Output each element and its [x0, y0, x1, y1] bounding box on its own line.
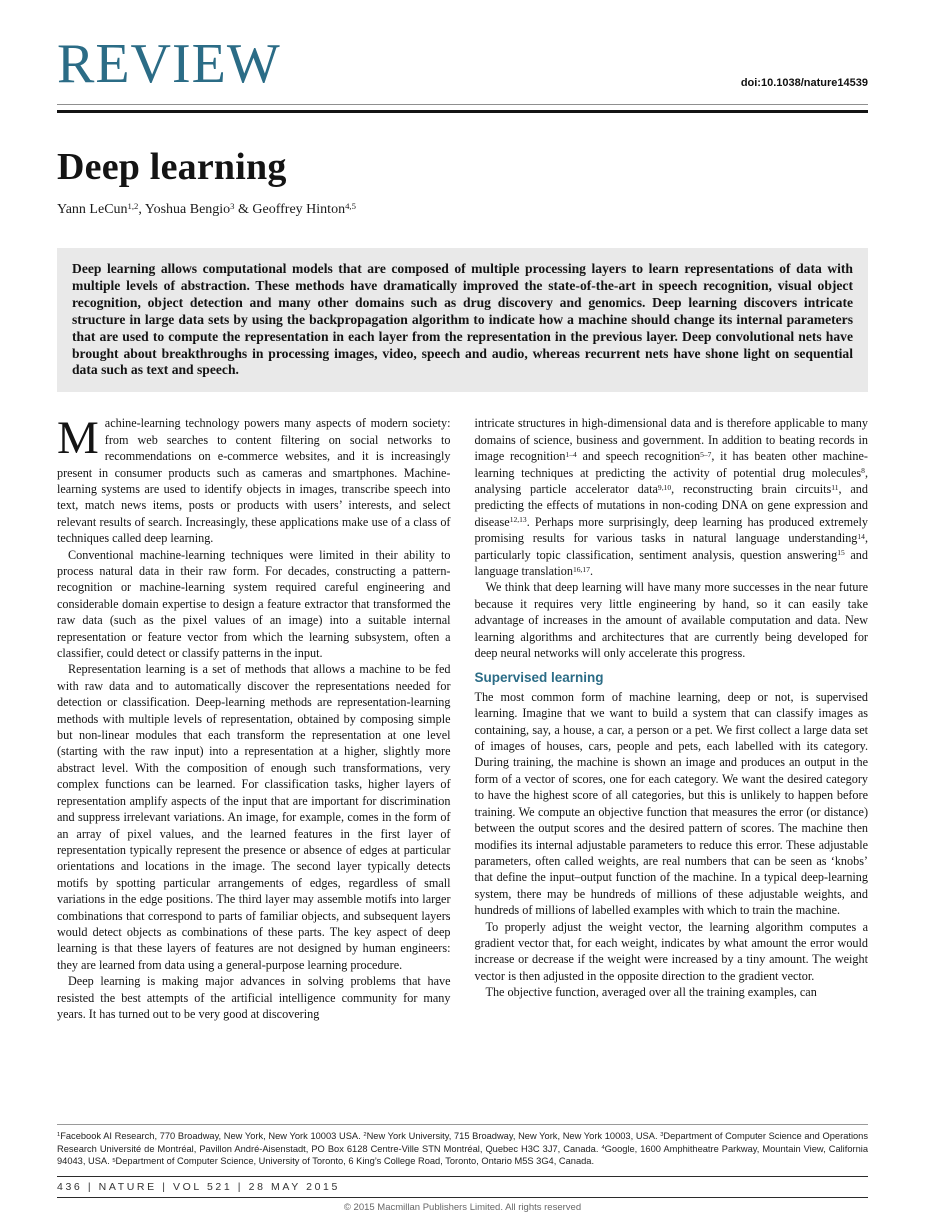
- reference-superscript: 8: [861, 466, 865, 476]
- paragraph: The most common form of machine learning, deep or not, is supervised learning. Imagine that we want to build a system that can classify images as containing, say, a house, a car, a person or a pet. We first collect a large data set of images of houses, cars, people and pets, each labelled with its category. During training, the machine is shown an image and produces an output in the form of a vector of scores, one for each category. We want the desired category to have the highest score of all categories, but this is unlikely to happen before training. We compute an objective function that measures the error (or distance) between the output scores and the desired pattern of scores. The machine then modifies its internal adjustable parameters to reduce this error. These adjustable parameters, often called weights, are real numbers that can be seen as ‘knobs’ that define the input–output function of the machine. In a typical deep-learning system, there may be hundreds of millions of these adjustable weights, and hundreds of millions of labelled examples with which to train the machine.: [474, 689, 868, 918]
- author-line: Yann LeCun$^{1,2}$, Yoshua Bengio$^3$ & Geoffrey Hinton$^{4,5}$: [57, 201, 356, 217]
- reference-superscript: 1: [57, 1132, 61, 1139]
- masthead-rule-thick: [57, 110, 868, 113]
- reference-superscript: 2: [363, 1132, 367, 1139]
- reference-superscript: 12,13: [509, 515, 527, 525]
- paragraph: We think that deep learning will have many more successes in the near future because it requires very little engineering by hand, so it can easily take advantage of increases in the amount of available computation and data. New learning algorithms and architectures that are currently being developed for deep neural networks will only accelerate this progress.: [474, 580, 868, 661]
- affiliations-footnotes: $^1$Facebook AI Research, 770 Broadway, New York, New York 10003 USA. $^2$New York University, 715 Broadway, New York, New York 10003, USA. $^3$Department of Computer Science and Operations Research Université de Montréal, Pavillon André-Aisenstadt, PO Box 6128 Centre-Ville STN Montréal, Quebec H3C 3J7, Canada. $^4$Google, 1600 Amphitheatre Parkway, Mountain View, California 94043, USA. $^5$Department of Computer Science, University of Toronto, 6 King’s College Road, Toronto, Ontario M5S 3G4, Canada.: [57, 1124, 868, 1168]
- copyright-line: © 2015 Macmillan Publishers Limited. All rights reserved: [343, 1202, 582, 1213]
- reference-superscript: 3: [230, 201, 235, 212]
- reference-superscript: 4: [601, 1145, 605, 1151]
- reference-superscript: 16,17: [572, 564, 590, 574]
- drop-cap: M: [57, 415, 99, 465]
- paragraph: Representation learning is a set of methods that allows a machine to be fed with raw data and to automatically discover the representations needed for detection or classification. Deep-learning methods are representation-learning methods with multiple levels of representation, obtained by composing simple but non-linear modules that each transform the representation at one level (starting with the raw input) into a representation at a higher, slightly more abstract level. With the composition of enough such transformations, very complex functions can be learned. For classification tasks, higher layers of representation amplify aspects of the input that are important for discrimination and suppress irrelevant variations. An image, for example, comes in the form of an array of pixel values, and the learned features in the first layer of representation typically represent the presence or absence of edges at particular orientations and locations in the image. The second layer typically detects motifs by spotting particular arrangements of edges, regardless of small variations in the edge positions. The third layer may assemble motifs into larger combinations that correspond to parts of familiar objects, and subsequent layers would detect objects as combinations of these parts. The key aspect of deep learning is that these layers of features are not designed by human engineers: they are learned from data using a general-purpose learning procedure.: [57, 662, 451, 972]
- page-content: [57, 0, 868, 1093]
- reference-superscript: 5–7: [700, 449, 712, 459]
- reference-superscript: 9,10: [657, 482, 672, 492]
- reference-superscript: 3: [660, 1132, 664, 1139]
- reference-superscript: 1–4: [565, 449, 577, 459]
- review-kicker: REVIEW: [57, 33, 281, 95]
- body-column-right: [475, 415, 869, 1093]
- reference-superscript: 5: [112, 1157, 116, 1164]
- section-heading: Supervised learning: [474, 670, 604, 686]
- masthead-rule-thin: [57, 104, 868, 105]
- folio-line: 436 | NATURE | VOL 521 | 28 MAY 2015: [57, 1181, 340, 1193]
- masthead: [57, 0, 868, 95]
- paragraph: To properly adjust the weight vector, the learning algorithm computes a gradient vector that, for each weight, indicates by what amount the error would increase or decrease if the weight were increased by a tiny amount. The weight vector is then adjusted in the opposite direction to the gradient vector.: [474, 919, 868, 983]
- page-footer: [57, 1176, 868, 1213]
- paragraph: The objective function, averaged over all the training examples, can: [485, 985, 817, 1000]
- abstract-box: Deep learning allows computational models that are composed of multiple processing layers to learn representations of data with multiple levels of abstraction. These methods have dramatically improved the state-of-the-art in speech recognition, visual object recognition, object detection and many other domains such as drug discovery and genomics. Deep learning discovers intricate structure in large data sets by using the backpropagation algorithm to indicate how a machine should change its internal parameters that are used to compute the representation in each layer from the representation in the previous layer. Deep convolutional nets have brought about breakthroughs in processing images, video, speech and audio, whereas recurrent nets have shone light on sequential data such as text and speech.: [57, 248, 868, 392]
- paragraph: intricate structures in high-dimensional data and is therefore applicable to many domains of science, business and government. In addition to beating records in image recognition$^{1-4}$ and speech recognition$^{5-7}$, it has beaten other machine-learning techniques at predicting the activity of potential drug molecules$^8$, analysing particle accelerator data$^{9,10}$, reconstructing brain circuits$^{11}$, and predicting the effects of mutations in non-coding DNA on gene expression and disease$^{12,13}$. Perhaps more surprisingly, deep learning has produced extremely promising results for various tasks in natural language understanding$^{14}$, particularly topic classification, sentiment analysis, question answering$^{15}$ and language translation$^{16,17}$.: [474, 416, 868, 578]
- reference-superscript: 1,2: [127, 201, 139, 212]
- body-columns: [57, 415, 868, 1093]
- paragraph: Conventional machine-learning techniques were limited in their ability to process natural data in their raw form. For decades, constructing a pattern-recognition or machine-learning system required careful engineering and considerable domain expertise to design a feature extractor that transformed the raw data (such as the pixel values of an image) into a suitable internal representation or feature vector from which the learning subsystem, often a classifier, could detect or classify patterns in the input.: [57, 547, 451, 661]
- doi-label: doi:10.1038/nature14539: [740, 77, 868, 89]
- paragraph: Machine-learning technology powers many aspects of modern society: from web searches to content filtering on social networks to recommendations on e-commerce websites, and it is increasingly present in consumer products such as cameras and smartphones. Machine-learning systems are used to identify objects in images, transcribe speech into text, match news items, posts or products with users’ interests, and select relevant results of search. Increasingly, these applications make use of a class of techniques called deep learning.: [57, 415, 451, 546]
- body-column-left: [57, 415, 451, 1093]
- reference-superscript: 11: [831, 482, 839, 492]
- paragraph: Deep learning is making major advances in solving problems that have resisted the best attempts of the artificial intelligence community for many years. It has turned out to be very good at discovering: [57, 974, 451, 1021]
- reference-superscript: 4,5: [345, 201, 356, 212]
- reference-superscript: 15: [837, 548, 845, 558]
- reference-superscript: 14: [857, 531, 865, 541]
- article-title: Deep learning: [57, 146, 287, 188]
